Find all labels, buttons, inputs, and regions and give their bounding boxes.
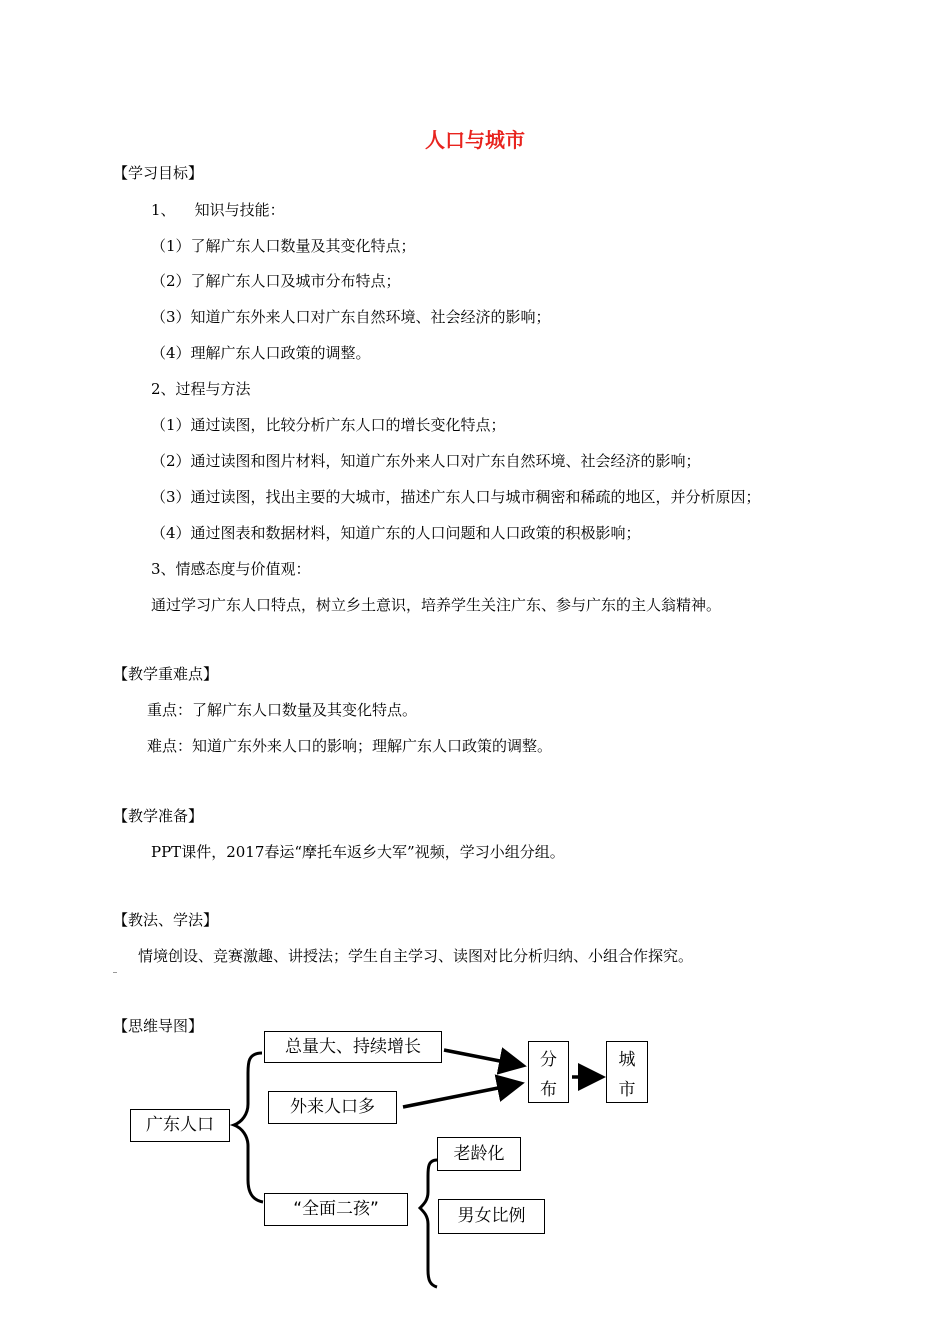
mindmap-node-policy: “全面二孩” <box>264 1193 408 1226</box>
mindmap-root: 广东人口 <box>130 1109 230 1142</box>
objectives-sub2: 2、过程与方法 <box>151 380 251 398</box>
objectives-sub3: 3、情感态度与价值观： <box>151 560 311 578</box>
keypoints-heading: 【教学重难点】 <box>113 665 219 683</box>
objectives-sub2-item: （2）通过读图和图片材料，知道广东外来人口对广东自然环境、社会经济的影响； <box>151 452 701 470</box>
distribution-char: 分 <box>540 1049 557 1070</box>
page-title: 人口与城市 <box>425 128 525 152</box>
brace-policy <box>420 1160 437 1287</box>
objectives-sub2-item: （3）通过读图，找出主要的大城市，描述广东人口与城市稠密和稀疏的地区，并分析原因； <box>151 488 761 506</box>
distribution-char: 布 <box>540 1079 557 1100</box>
methods-text: 情境创设、竞赛激趣、讲授法；学生自主学习、读图对比分析归纳、小组合作探究。 <box>138 947 694 965</box>
objectives-sub1-item: （2）了解广东人口及城市分布特点； <box>151 272 401 290</box>
arrow-total-to-distribution <box>444 1050 520 1065</box>
keypoints-focus: 重点：了解广东人口数量及其变化特点。 <box>147 701 418 719</box>
objectives-sub2-item: （1）通过读图，比较分析广东人口的增长变化特点； <box>151 416 506 434</box>
objectives-sub1: 1、 知识与技能： <box>151 201 285 219</box>
objectives-heading: 【学习目标】 <box>113 164 204 182</box>
methods-heading: 【教法、学法】 <box>113 911 219 929</box>
mindmap-node-migrant: 外来人口多 <box>268 1091 397 1124</box>
objectives-sub2-item: （4）通过图表和数据材料，知道广东的人口问题和人口政策的积极影响； <box>151 524 641 542</box>
arrow-migrant-to-distribution <box>403 1084 518 1107</box>
mindmap-node-aging: 老龄化 <box>437 1137 521 1171</box>
objectives-sub1-item: （3）知道广东外来人口对广东自然环境、社会经济的影响； <box>151 308 551 326</box>
mindmap-node-city <box>606 1041 648 1103</box>
mindmap-node-distribution <box>528 1041 569 1103</box>
mindmap-node-total: 总量大、持续增长 <box>264 1031 442 1063</box>
brace-main <box>234 1053 263 1202</box>
city-char: 城 <box>618 1049 636 1070</box>
objectives-sub1-item: （4）理解广东人口政策的调整。 <box>151 344 371 362</box>
mindmap-node-ratio: 男女比例 <box>438 1199 545 1234</box>
objectives-sub3-text: 通过学习广东人口特点，树立乡土意识，培养学生关注广东、参与广东的主人翁精神。 <box>151 596 722 614</box>
mindmap-heading: 【思维导图】 <box>113 1017 204 1035</box>
preparation-text: PPT课件，2017春运“摩托车返乡大军”视频，学习小组分组。 <box>151 843 565 861</box>
city-char: 市 <box>618 1079 636 1100</box>
keypoints-difficulty: 难点：知道广东外来人口的影响；理解广东人口政策的调整。 <box>147 737 553 755</box>
objectives-sub1-item: （1）了解广东人口数量及其变化特点； <box>151 237 416 255</box>
preparation-heading: 【教学准备】 <box>113 807 204 825</box>
